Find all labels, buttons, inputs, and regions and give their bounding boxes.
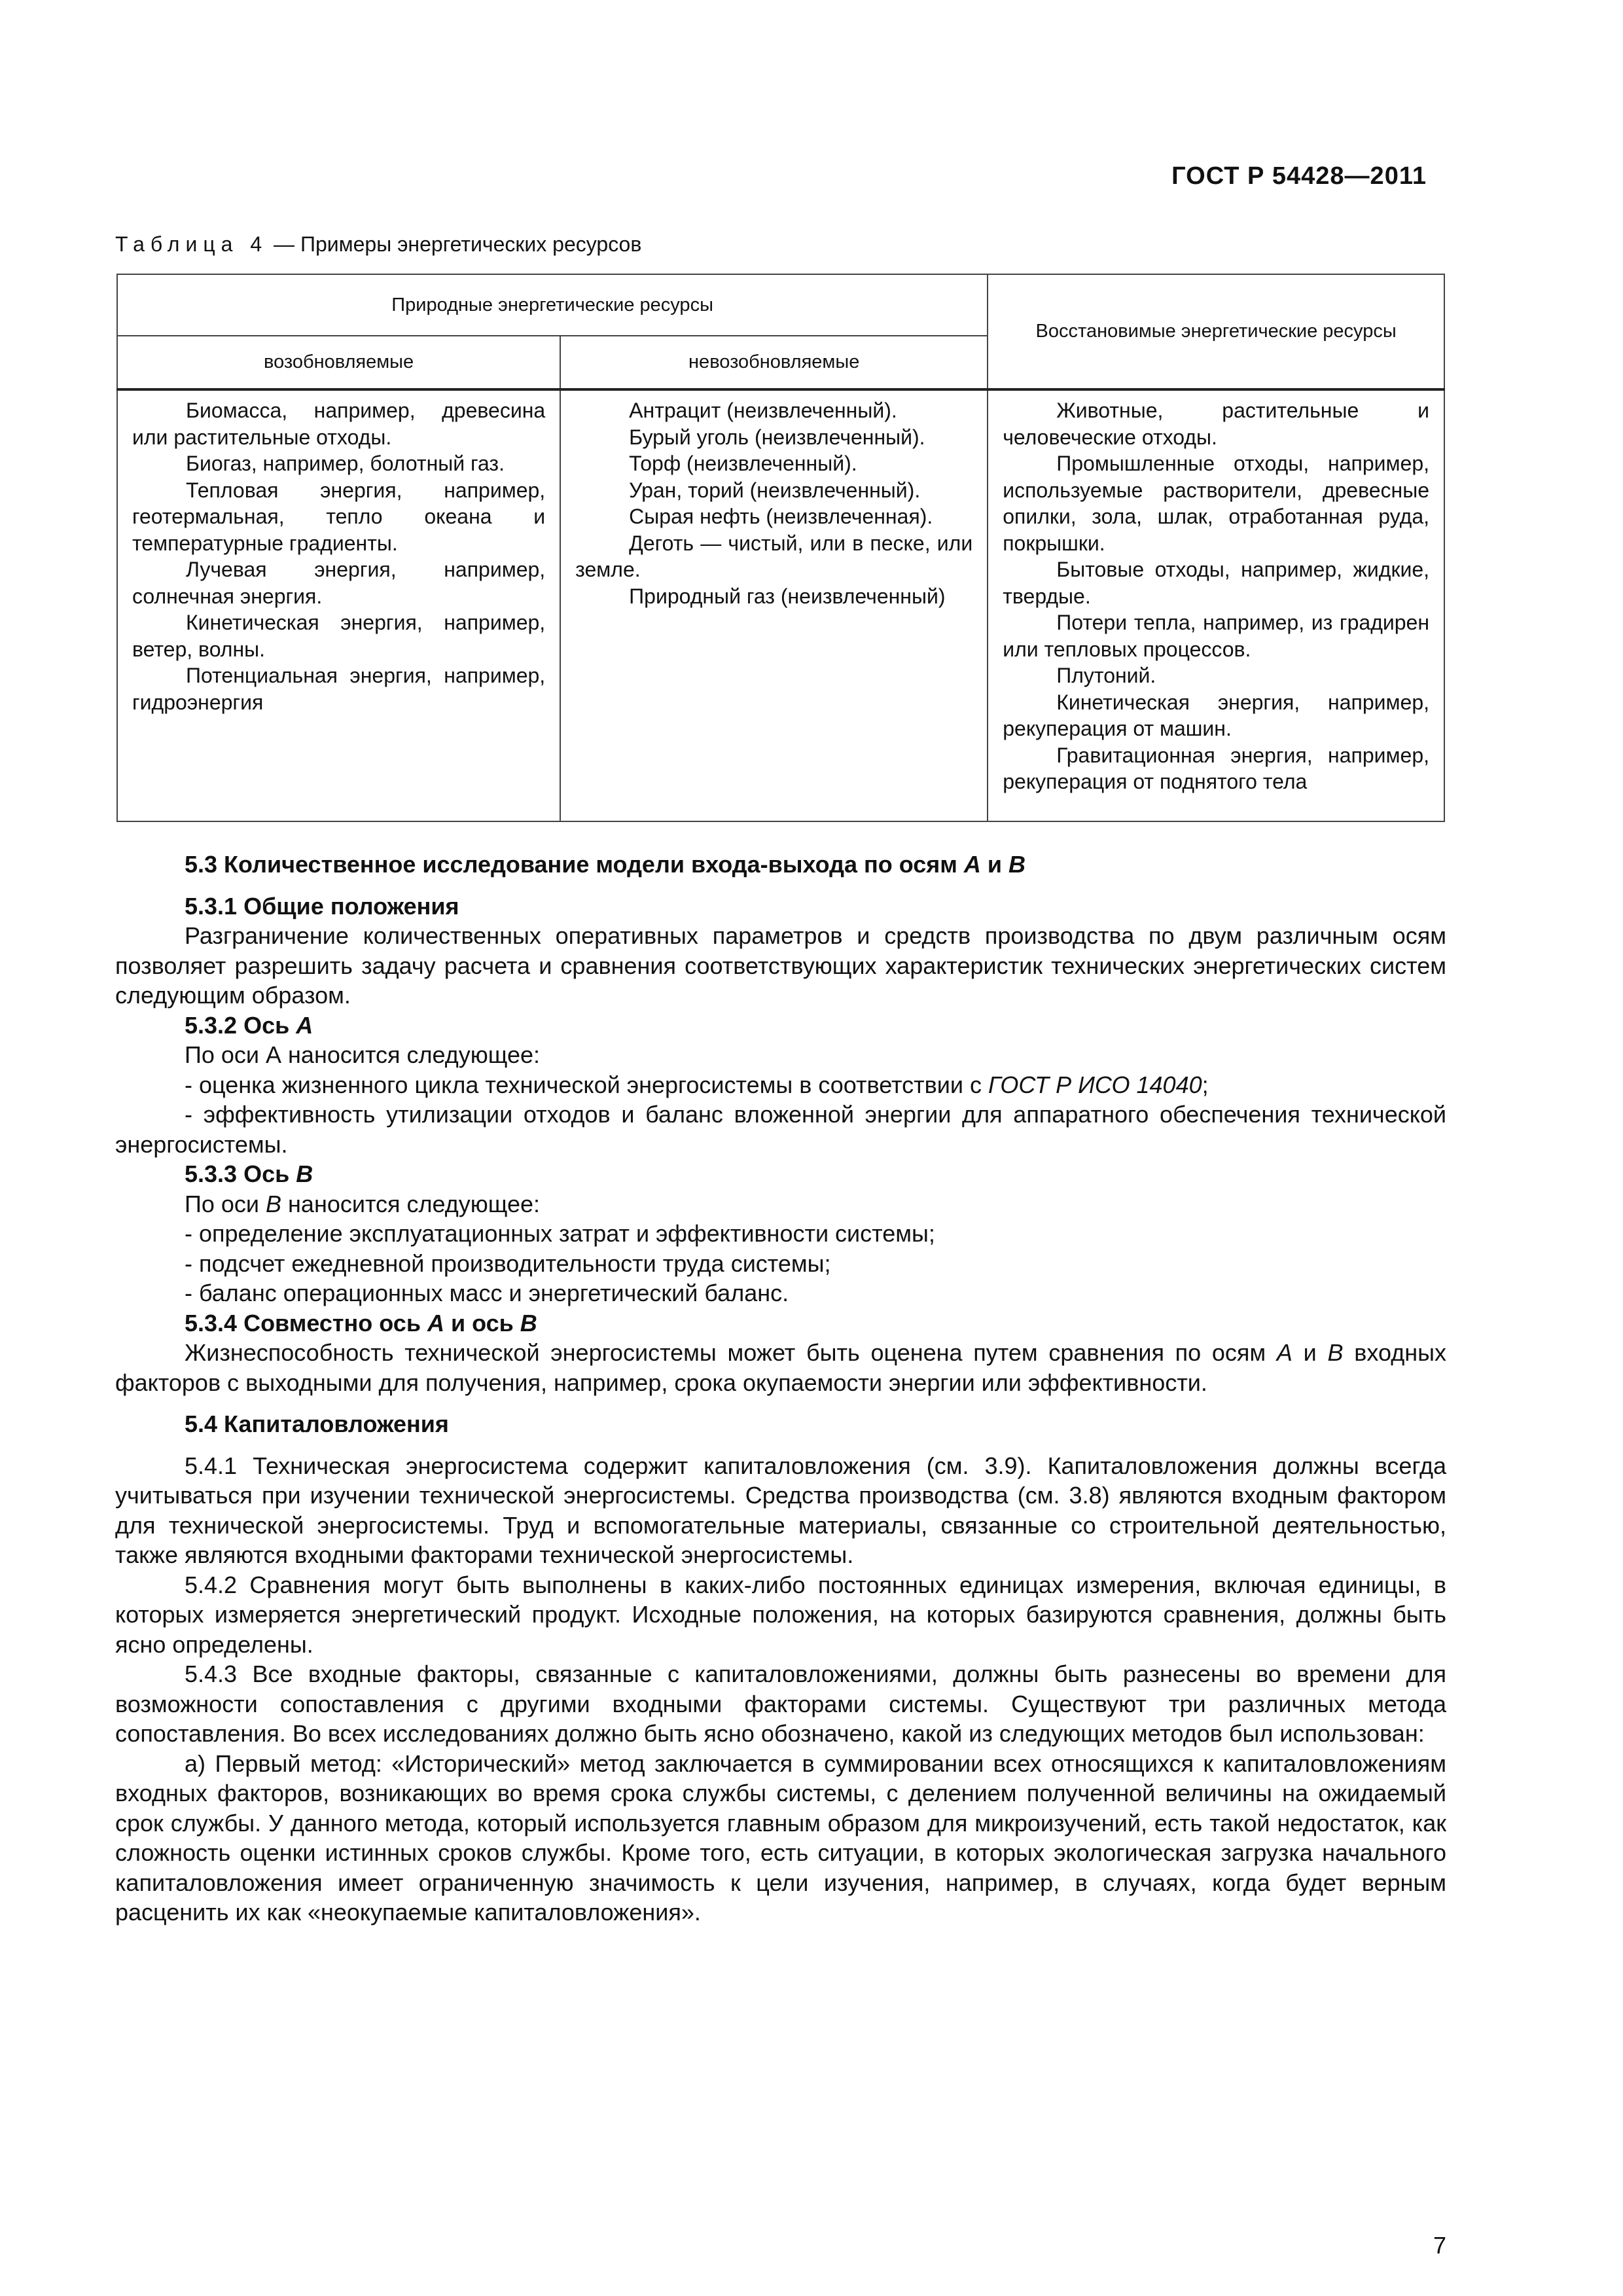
heading-text: 5.3.3 Ось [185, 1160, 296, 1187]
table-cell-line: Уран, торий (неизвлеченный). [629, 478, 921, 502]
table-caption [115, 232, 641, 257]
table-cell-line: Природный газ (неизвлеченный) [629, 584, 946, 608]
section-5-3-2-intro: По оси А наносится следующее: [185, 1041, 541, 1068]
table-head-renewable: возобновляемые [117, 336, 560, 389]
page-number: 7 [1433, 2232, 1446, 2259]
axis-b-label: В [296, 1160, 313, 1187]
list-item-text: ; [1202, 1071, 1209, 1098]
axis-b-label: В [520, 1309, 537, 1336]
heading-text: и [980, 851, 1009, 878]
list-item: - подсчет ежедневной производительности труда системы; [185, 1249, 831, 1277]
table-cell-line: Биомасса, например, древесина или растительные отходы. [132, 399, 546, 449]
heading-text: 5.3.2 Ось [185, 1011, 296, 1039]
section-5-3-1-text: Разграничение количественных оперативных параметров и средств производства по двум различным осям позволяет разрешить задачу расчета и сравнения соответствующих характеристик технических энергетических систем следующим образом. [115, 922, 1446, 1009]
section-5-4-2-text: 5.4.2 Сравнения могут быть выполнены в каких-либо постоянных единицах измерения, включая единицы, в которых измеряется энергетический продукт. Исходные положения, на которых базируются сравнения, должны быть ясно определены. [115, 1571, 1446, 1658]
table-cell-line: Промышленные отходы, например, используемые растворители, древесные опилки, зола, шлак, отработанная руда, покрышки. [1003, 452, 1429, 555]
list-item-text: - оценка жизненного цикла технической энергосистемы в соответствии с [185, 1071, 988, 1098]
paragraph-text: Жизнеспособность технической энергосистемы может быть оценена путем сравнения по осям [185, 1339, 1277, 1366]
table-head-nonrenewable: невозобновляемые [560, 336, 988, 389]
energy-resources-table [116, 274, 1445, 822]
section-5-3-1-heading: 5.3.1 Общие положения [185, 892, 459, 920]
table-cell-line: Потенциальная энергия, например, гидроэнергия [132, 664, 546, 714]
section-5-4-heading: 5.4 Капиталовложения [185, 1410, 449, 1437]
table-head-natural: Природные энергетические ресурсы [117, 274, 988, 336]
paragraph-text: и [1292, 1339, 1328, 1366]
table-cell-nonrenewable [560, 389, 988, 821]
table-cell-line: Деготь — чистый, или в песке, или земле. [575, 531, 973, 581]
axis-a-label: А [296, 1011, 313, 1039]
section-body [115, 850, 1446, 1928]
heading-text: 5.3.4 Совместно ось [185, 1309, 427, 1336]
axis-b-label: В [1008, 851, 1026, 878]
table-cell-line: Биогаз, например, болотный газ. [186, 452, 505, 475]
table-cell-line: Бурый уголь (неизвлеченный). [629, 425, 925, 449]
table-cell-line: Кинетическая энергия, например, рекуперация от машин. [1003, 690, 1429, 740]
heading-text: 5.3 Количественное исследование модели входа-выхода по осям [185, 851, 964, 878]
table-cell-renewable [117, 389, 560, 821]
section-5-3-4-heading [115, 1308, 1446, 1338]
list-item: - определение эксплуатационных затрат и эффективности системы; [185, 1220, 935, 1247]
table-head-recoverable: Восстановимые энергетические ресурсы [988, 274, 1444, 389]
table-cell-line: Животные, растительные и человеческие отходы. [1003, 399, 1429, 449]
list-item: - эффективность утилизации отходов и баланс вложенной энергии для аппаратного обеспечения технической энергосистемы. [115, 1101, 1446, 1158]
axis-a-label: А [427, 1309, 444, 1336]
table-cell-line: Лучевая энергия, например, солнечная энергия. [132, 558, 546, 608]
table-cell-line: Бытовые отходы, например, жидкие, твердые. [1003, 558, 1429, 608]
table-caption-text: — Примеры энергетических ресурсов [268, 232, 642, 256]
table-cell-line: Тепловая энергия, например, геотермальная, тепло океана и температурные градиенты. [132, 478, 546, 555]
intro-text: По оси [185, 1190, 266, 1217]
axis-a-label: А [1276, 1339, 1293, 1366]
standard-reference: ГОСТ Р ИСО 14040 [988, 1071, 1202, 1098]
paragraph-text: входных факторов с выходными для получения, например, срока окупаемости энергии или эффективности. [115, 1339, 1446, 1396]
section-5-4-1-text: 5.4.1 Техническая энергосистема содержит капиталовложения (см. 3.9). Капиталовложения должны всегда учитываться при изучении технической энергосистемы. Средства производства (см. 3.8) являются входным фактором для технической энергосистемы. Труд и вспомогательные материалы, связанные со строительной деятельностью, также являются входными факторами технической энергосистемы. [115, 1452, 1446, 1568]
method-a-text: а) Первый метод: «Исторический» метод заключается в суммировании всех относящихся к капиталовложениям входных факторов, возникающих во время срока службы системы, с делением полученной величины на ожидаемый срок службы. У данного метода, который используется главным образом для микроизучений, есть такой недостаток, как сложность оценки истинных сроков службы. Кроме того, есть ситуации, в которых экологическая загрузка начального капиталовложения имеет ограниченную значимость к цели изучения, например, в случаях, когда будет верным расценить их как «неокупаемые капиталовложения». [115, 1749, 1446, 1926]
section-5-4-3-text: 5.4.3 Все входные факторы, связанные с капиталовложениями, должны быть разнесены во времени для возможности сопоставления с другими входными факторами системы. Существуют три различных метода сопоставления. Во всех исследованиях должно быть ясно обозначено, какой из следующих методов был использован: [115, 1660, 1446, 1747]
table-cell-line: Плутоний. [1056, 664, 1156, 687]
table-cell-recoverable [988, 389, 1444, 821]
list-item [115, 1070, 1446, 1100]
section-5-3-4-text [115, 1338, 1446, 1397]
table-cell-line: Торф (неизвлеченный). [629, 452, 857, 475]
list-item: - баланс операционных масс и энергетический баланс. [185, 1280, 789, 1306]
section-5-3-2-heading [115, 1011, 1446, 1041]
table-caption-label: Таблица 4 [115, 232, 268, 256]
document-header: ГОСТ Р 54428—2011 [1171, 162, 1427, 190]
section-5-3-3-intro [115, 1189, 1446, 1219]
table-cell-line: Потери тепла, например, из градирен или тепловых процессов. [1003, 611, 1429, 661]
table-cell-line: Антрацит (неизвлеченный). [629, 399, 897, 422]
heading-text: и ось [444, 1309, 520, 1336]
axis-b-label: В [266, 1190, 282, 1217]
section-5-3-3-heading [115, 1159, 1446, 1189]
table-cell-line: Кинетическая энергия, например, ветер, волны. [132, 611, 546, 661]
axis-a-label: А [963, 851, 981, 878]
table-cell-line: Сырая нефть (неизвлеченная). [629, 505, 933, 528]
axis-b-label: В [1327, 1339, 1344, 1366]
intro-text: наносится следующее: [281, 1190, 541, 1217]
table-cell-line: Гравитационная энергия, например, рекуперация от поднятого тела [1003, 743, 1429, 793]
section-5-3-heading [115, 850, 1446, 880]
